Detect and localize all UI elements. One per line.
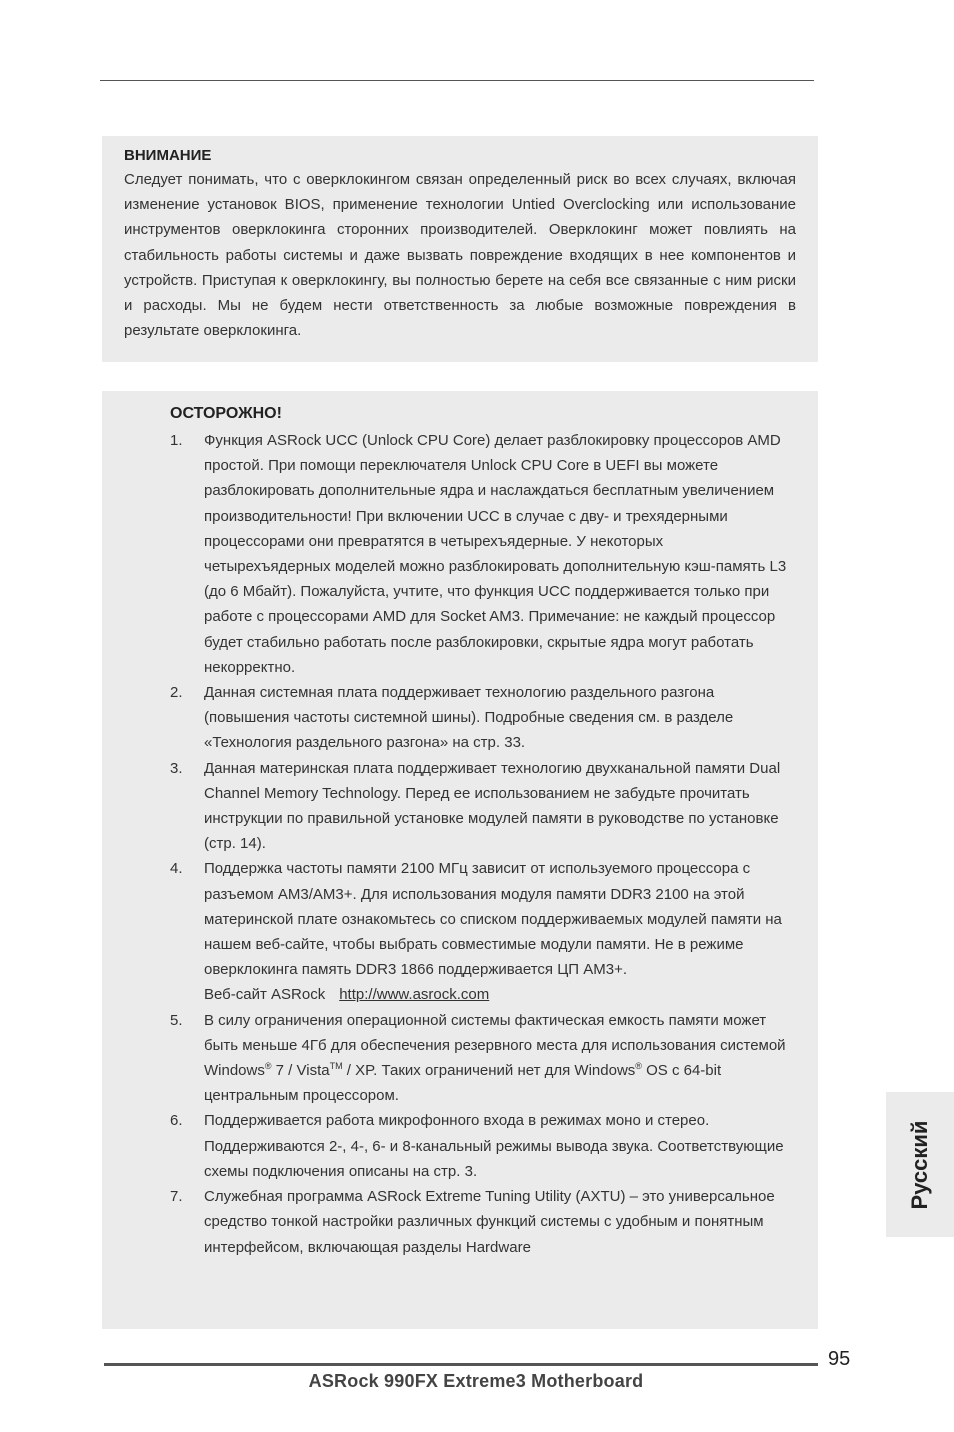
item-text: Поддержка частоты памяти 2100 МГц зависит от используемого процессора с разъемом AM3/AM3+. Для использования модуля памяти DDR3 2100 на этой материнской плате ознакомьтесь со списком поддерживаемых модулей памяти на нашем веб-сайте, чтобы выбрать совместимые модули памяти. Не в режиме оверклокинга память DDR3 1866 поддерживается ЦП AM3+. xyxy=(204,860,782,979)
registered-mark: ® xyxy=(635,1061,642,1072)
warning-box xyxy=(102,136,818,362)
list-item xyxy=(170,1108,788,1184)
item-text-part: В силу ограничения операционной системы фактическая емкость памяти может быть меньше 4Гб для обеспечения резервного места для использования системой Windows xyxy=(204,1011,786,1080)
item-number: 2. xyxy=(170,684,183,702)
item-text-part: OS с 64-bit центральным процессором. xyxy=(204,1062,722,1105)
list-item xyxy=(170,680,788,756)
trademark-mark: TM xyxy=(329,1061,343,1072)
item-text-part: / XP. Таких ограничений нет для Windows xyxy=(342,1062,636,1080)
item-text: Функция ASRock UCC (Unlock CPU Core) делает разблокировку процессоров AMD простой. При помощи переключателя Unlock CPU Core в UEFI вы можете разблокировать дополнительные ядра и наслаждаться бесплатным увеличением производительности! При включении UCC в случае с дву- и трехядерными процессорами они превратятся в четырехъядерные. У некоторых четырехъядерных моделей можно разблокировать дополнительную кэш-память L3 (до 6 Мбайт). Пожалуйста, учтите, что функция UCC поддерживается только при работе с процессорами AMD для Socket AM3. Примечание: не каждый процессор будет стабильно работать после разблокировки, скрытые ядра могут работать некорректно. xyxy=(204,432,787,676)
item-number: 5. xyxy=(170,1011,183,1029)
item-number: 3. xyxy=(170,759,183,777)
item-text: Поддерживается работа микрофонного входа в режимах моно и стерео. Поддерживаются 2-, 4-, 6- и 8-канальный режимы вывода звука. Соответствующие схемы подключения описаны на стр. 3. xyxy=(204,1112,784,1180)
website-link[interactable]: http://www.asrock.com xyxy=(339,986,490,1004)
caution-title: ОСТОРОЖНО! xyxy=(170,405,282,422)
website-label: Веб-сайт ASRock xyxy=(204,986,326,1004)
top-divider xyxy=(100,80,814,81)
bottom-divider xyxy=(104,1363,818,1366)
item-text-part: 7 / Vista xyxy=(271,1062,330,1080)
item-number: 6. xyxy=(170,1112,183,1130)
warning-text: Следует понимать, что с оверклокингом связан определенный риск во всех случаях, включая изменение установок BIOS, применение технологии Untied Overclocking или использование инструментов оверклокинга сторонних производителей. Оверклокинг может повлиять на стабильность работы системы и даже вызвать повреждение входящих в нее компонентов и устройств. Приступая к оверклокингу, вы полностью берете на себя все связанные с ним риски и расходы. Мы не будем нести ответственность за любые возможные повреждения в результате оверклокинга. xyxy=(124,171,796,340)
language-tab xyxy=(886,1092,954,1237)
registered-mark: ® xyxy=(264,1061,272,1072)
list-item xyxy=(170,756,788,857)
language-label: Русский xyxy=(907,1120,932,1209)
item-number: 4. xyxy=(170,860,183,878)
list-item xyxy=(170,428,788,680)
page-number: 95 xyxy=(828,1348,851,1370)
item-number: 7. xyxy=(170,1188,183,1206)
list-item xyxy=(170,1184,788,1260)
list-item xyxy=(170,1008,788,1109)
item-text xyxy=(204,1012,786,1105)
caution-list xyxy=(170,428,788,1260)
footer-title: ASRock 990FX Extreme3 Motherboard xyxy=(308,1371,644,1391)
warning-title: ВНИМАНИЕ xyxy=(124,147,212,164)
item-text: Данная системная плата поддерживает технологию раздельного разгона (повышения частоты системной шины). Подробные сведения см. в разделе «Технология раздельного разгона» на стр. 33. xyxy=(204,684,734,752)
item-text: Служебная программа ASRock Extreme Tuning Utility (AXTU) – это универсальное средство тонкой настройки различных функций системы с удобным и понятным интерфейсом, включающая разделы Hardware xyxy=(204,1188,775,1256)
item-text: Данная материнская плата поддерживает технологию двухканальной памяти Dual Channel Memory Technology. Перед ее использованием не забудьте прочитать инструкции по правильной установке модулей памяти в руководстве по установке (стр. 14). xyxy=(204,759,781,853)
caution-box xyxy=(102,391,818,1329)
item-number: 1. xyxy=(170,432,183,449)
list-item xyxy=(170,856,788,1007)
